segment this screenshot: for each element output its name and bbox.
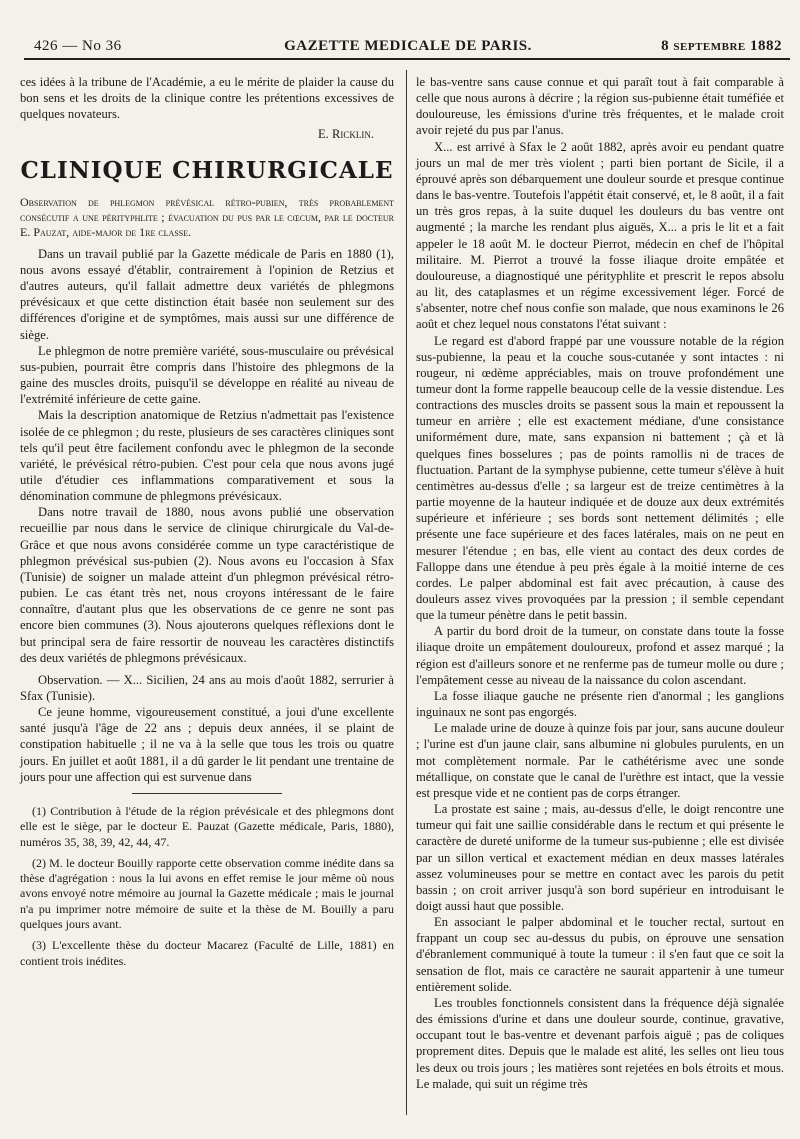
- page-header: [34, 34, 782, 58]
- paragraph: En associant le palper abdominal et le toucher rectal, surtout en frappant un coup sec au-dessus du pubis, on éprouve une sensation d'ébranlement communiqué à toute la tumeur : il s'en faut que ce soit la sensation de flot, mais ce caractère ne saurait appartenir à une tumeur entièrement solide.: [416, 915, 784, 994]
- paragraph: Ce jeune homme, vigoureusement constitué, a joui d'une excellente santé jusqu'à l'âge de 22 ans ; depuis deux années, il se plaint de constipation habituelle ; il ne va à la selle que tous les trois ou quatre jours. En juillet et août 1881, il a dû garder le lit pendant une trentaine de jours pour une affection qui est survenue dans: [20, 705, 394, 784]
- paragraph: Les troubles fonctionnels consistent dans la fréquence déjà signalée des émissions d'urine et dans une douleur sourde, continue, gravative, occupant tout le bas-ventre et devenant parfois aiguë ; pas de coliques proprement dites. Depuis que le malade est alité, les selles ont lieu tous les deux ou trois jours ; les matières sont rejetées en bols étroits et mous. Le malade, qui suit un régime très: [416, 995, 784, 1091]
- paragraph: La fosse iliaque gauche ne présente rien d'anormal ; les ganglions inguinaux ne sont pas engorgés.: [416, 688, 784, 720]
- signature: E. Ricklin.: [317, 127, 374, 142]
- issue-date: 8 septembre 1882: [661, 38, 782, 54]
- paragraph: Le regard est d'abord frappé par une voussure notable de la région sus-pubienne, la peau et la couche sous-cutanée y sont intactes : ni rougeur, ni œdème appréciables, mais on trouve profondément une tumeur dont la forme rappelle beaucoup celle de la vessie distendue. Les contractions des muscles droits se passent sous la main et repoussent la tumeur en arrière ; elle est exactement médiane, d'une consistance uniformément dure, mate, sans expansion ni battement ; çà et là quelques fines bosselures ; pas de points ramollis ni de traces de fluctuation. Partant de la symphyse pubienne, cette tumeur s'élève à huit centimètres au-dessus d'elle ; sa largeur est de treize centimètres à la partie moyenne de la hauteur indiquée et de douze aux deux extrémités supérieure et inférieure ; ses bords sont nettement délimités ; elle présente une face supérieure et des faces latérales, mais on ne peut en mesurer l'étendue ; en bas, elle vient au contact des deux cordes de Falloppe dans une étendue à peu près égale à la moitié interne de ces cordes. Le palper abdominal est fait avec précaution, à cause des douleurs assez vives provoquées par la pression ; il semble cependant que la tumeur pénètre dans le petit bassin.: [416, 333, 784, 623]
- paragraph: le bas-ventre sans cause connue et qui paraît tout à fait comparable à celle que nous aurons à décrire ; la région sus-pubienne était tuméfiée et douloureuse, les émissions d'urine très fréquentes, et le malade croit avoir rejeté du pus par l'anus.: [416, 75, 784, 138]
- paragraph: Dans notre travail de 1880, nous avons publié une observation recueillie par nous dans le service de clinique chirurgicale du Val-de-Grâce et que nous avons considérée comme un type caractéristique de phlegmon prévésical sus-pubien (2). Nous avons eu l'occasion à Sfax (Tunisie) de soigner un malade atteint d'un phlegmon prévésical rétro-pubien. Le cas étant très net, nous croyons intéressant de le faire connaître, d'autant plus que les observations de ce genre ne sont pas encore bien communes (3). Nous ajouterons quelques réflexions dont le but principal sera de faire ressortir de nouveau les caractères distinctifs des deux variétés de phlegmons prévésicaux.: [20, 505, 394, 665]
- paragraph: Mais la description anatomique de Retzius n'admettait pas l'existence isolée de ce phlegmon ; du reste, plusieurs de ses caractères cliniques sont tels qu'il peut être facilement confondu avec le phlegmon de la seconde variété, le prévésical rétro-pubien. C'est pour cela que nous avons jugé utile d'étudier ces inflammations comparativement et sous la dénomination commune de phlegmons prévésicaux.: [20, 408, 394, 504]
- footnote: (3) L'excellente thèse du docteur Macarez (Faculté de Lille, 1881) en contient trois inédites.: [20, 938, 394, 968]
- intro-paragraph: ces idées à la tribune de l'Académie, a eu le mérite de plaider la cause du bon sens et les droits de la clinique contre les prétentions excessives de quelques novateurs.: [20, 75, 394, 122]
- paragraph: Dans un travail publié par la Gazette médicale de Paris en 1880 (1), nous avons essayé d'établir, contrairement à l'opinion de Retzius et d'autres auteurs, qu'il fallait admettre deux variétés de phlegmons prévésicaux et que cette distinction était basée non seulement sur des différences d'origine et de symptômes, mais aussi sur une différence de siège.: [20, 246, 394, 342]
- section-title: CLINIQUE CHIRURGICALE: [20, 156, 394, 184]
- page-number: 426 — No 36: [34, 38, 122, 54]
- paragraph: Le phlegmon de notre première variété, sous-musculaire ou prévésical sus-pubien, pourrait être compris dans l'histoire des phlegmons de la gaine des muscles droits, puisqu'il se développe en réalité au niveau de l'extrémité inférieure de cette gaine.: [20, 343, 394, 407]
- header-rule: [24, 58, 790, 60]
- journal-title: GAZETTE MEDICALE DE PARIS.: [284, 38, 532, 54]
- right-column: [416, 74, 784, 1092]
- footnote: (1) Contribution à l'étude de la région prévésicale et des phlegmons dont elle est le siège, par le docteur E. Pauzat (Gazette médicale, Paris, 1880), numéros 35, 38, 39, 42, 44, 47.: [20, 803, 394, 849]
- footnote: (2) M. le docteur Bouilly rapporte cette observation comme inédite dans sa thèse d'agrégation : nous la lui avons en effet remise le jour même où nous avons envoyé notre mémoire au journal la Gazette médicale ; mais le journal n'a pu imprimer notre mémoire de suite et la thèse de M. Bouilly a paru quelques jours avant.: [20, 855, 394, 932]
- paragraph: X... est arrivé à Sfax le 2 août 1882, après avoir eu pendant quatre jours un mal de mer très violent ; parti bien portant de Sicile, il a éprouvé après son débarquement une douleur sourde et presque continue dans le bas-ventre. Toutefois l'appétit était conservé, et, le 8 août, il a fait un très gros repas, à la suite duquel les douleurs du bas ventre ont augmenté ; la marche les rendant plus aiguës, X... a pris le lit et a fait appeler le 18 août M. le docteur Pierrot, médecin en chef de l'hôpital militaire. M. Pierrot a trouvé la fosse iliaque droite empâtée et douloureuse, a diagnostiqué une pérityphlite et prescrit le repos absolu au lit, des cataplasmes et un régime excessivement léger. Forcé de s'absenter, notre chef nous confie son malade, que nous examinons le 26 août et chez lequel nous constatons l'état suivant :: [416, 139, 784, 332]
- article-subtitle: Observation de phlegmon prévésical rétro-pubien, très probablement consécutif a une pérityphlite ; évacuation du pus par le cœcum, par le docteur E. Pauzat, aide-major de 1re classe.: [20, 194, 394, 239]
- observation-heading: Observation. — X... Sicilien, 24 ans au mois d'août 1882, serrurier à Sfax (Tunisie).: [20, 672, 394, 703]
- left-column: [20, 74, 394, 975]
- paragraph: Le malade urine de douze à quinze fois par jour, sans aucune douleur ; l'urine est d'un jaune clair, sans albumine ni globules purulents, en un mot complètement normale. Par le cathétérisme avec une sonde métallique, on constate que le canal de l'urèthre est intact, que la vessie est presque vide et ne contient pas de corps étranger.: [416, 721, 784, 800]
- column-divider: [406, 70, 407, 1115]
- footnotes: [20, 804, 394, 969]
- footnote-rule: [132, 793, 282, 794]
- paragraph: La prostate est saine ; mais, au-dessus d'elle, le doigt rencontre une tumeur qui fait une saillie considérable dans le rectum et qui présente le caractère de dureté uniforme de la tumeur sus-pubienne ; elle est divisée par un sillon vertical et exactement médian en deux masses latérales assez volumineuses pour se mettre en contact avec les parois du petit bassin ; on croit arriver jusqu'à son bord supérieur en introduisant le doigt aussi haut que possible.: [416, 802, 784, 913]
- paragraph: A partir du bord droit de la tumeur, on constate dans toute la fosse iliaque droite un empâtement douloureux, profond et assez marqué ; la région est d'ailleurs sonore et ne renferme pas de tumeur molle ou dure ; l'empâtement cesse au niveau de la naissance du colon ascendant.: [416, 624, 784, 687]
